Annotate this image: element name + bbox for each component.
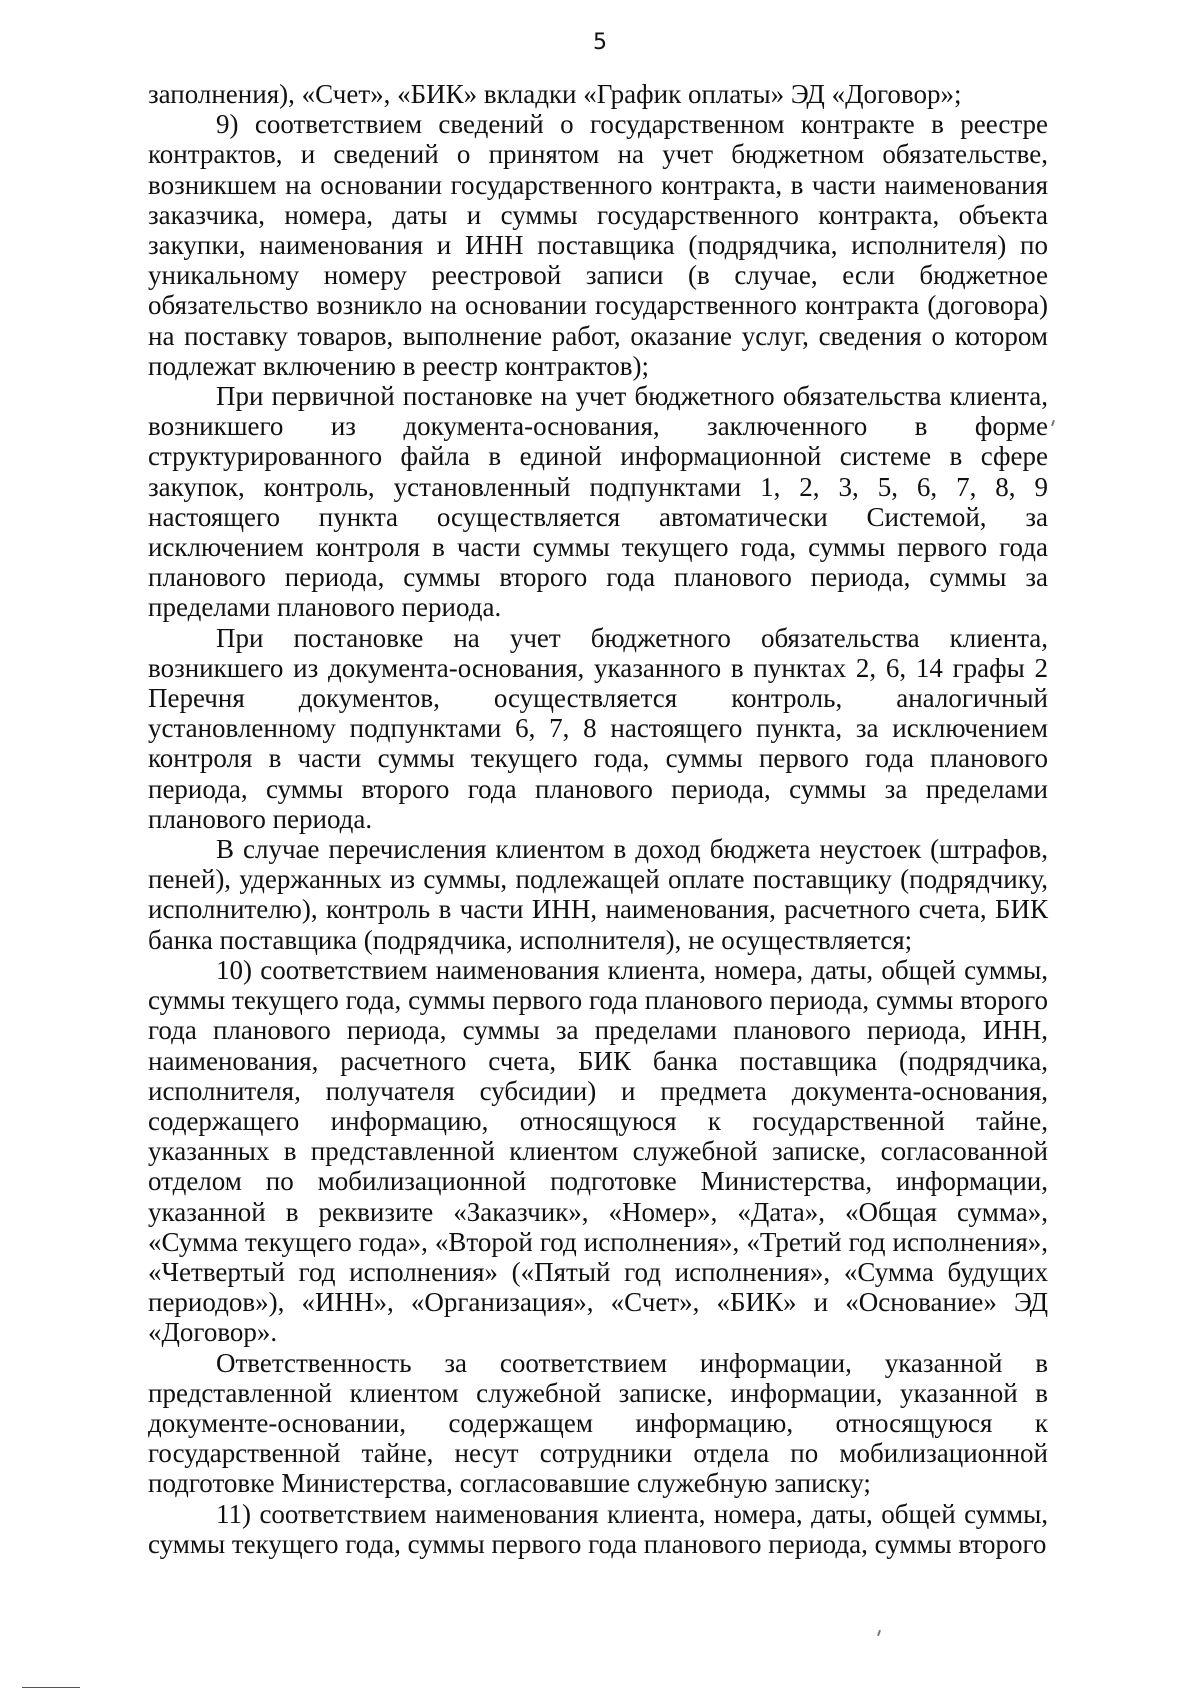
paragraph-item-11: 11) соответствием наименования клиента, номера, даты, общей суммы, суммы текущего года, суммы первого года планового периода, суммы второго bbox=[148, 1498, 1048, 1559]
footer-rule bbox=[22, 1687, 80, 1688]
paragraph-continuation: заполнения), «Счет», «БИК» вкладки «График оплаты» ЭД «Договор»; bbox=[148, 79, 962, 109]
paragraph-responsibility: Ответственность за соответствием информации, указанной в представленной клиентом служебной записке, информации, указанной в документе-основании, содержащем информацию, относящуюся к государственной тайне, несут сотрудники отдела по мобилизационной подготовке Министерства, согласовавшие служебную записку; bbox=[148, 1347, 1048, 1499]
scan-mark bbox=[877, 1630, 881, 1636]
paragraph-primary-registration: При первичной постановке на учет бюджетного обязательства клиента, возникшего из документа-основания, заключенного в форме структурированного файла в единой информационной системе в сфере закупок, контроль, установленный подпунктами 1, 2, 3, 5, 6, 7, 8, 9 настоящего пункта осуществляется автоматически Системой, за исключением контроля в части суммы текущего года, суммы первого года планового периода, суммы второго года планового периода, суммы за пределами планового периода. bbox=[148, 381, 1048, 623]
paragraph-registration-control: При постановке на учет бюджетного обязательства клиента, возникшего из документа-основания, указанного в пунктах 2, 6, 14 графы 2 Перечня документов, осуществляется контроль, аналогичный установленному подпунктами 6, 7, 8 настоящего пункта, за исключением контроля в части суммы текущего года, суммы первого года планового периода, суммы второго года планового периода, суммы за пределами планового периода. bbox=[148, 622, 1048, 834]
paragraph-penalties: В случае перечисления клиентом в доход бюджета неустоек (штрафов, пеней), удержанных из суммы, подлежащей оплате поставщику (подрядчику, исполнителю), контроль в части ИНН, наименования, расчетного счета, БИК банка поставщика (подрядчика, исполнителя), не осуществляется; bbox=[148, 834, 1048, 955]
document-body bbox=[148, 79, 1048, 1559]
page-number: 5 bbox=[593, 30, 607, 55]
paragraph-item-10: 10) соответствием наименования клиента, номера, даты, общей суммы, суммы текущего года, суммы первого года планового периода, суммы второго года планового периода, суммы за пределами планового периода, ИНН, наименования, расчетного счета, БИК банка поставщика (подрядчика, исполнителя, получателя субсидии) и предмета документа-основания, содержащего информацию, относящуюся к государственной тайне, указанных в представленной клиентом служебной записке, согласованной отделом по мобилизационной подготовке Министерства, информации, указанной в реквизите «Заказчик», «Номер», «Дата», «Общая сумма», «Сумма текущего года», «Второй год исполнения», «Третий год исполнения», «Четвертый год исполнения» («Пятый год исполнения», «Сумма будущих периодов»), «ИНН», «Организация», «Счет», «БИК» и «Основание» ЭД «Договор». bbox=[148, 954, 1048, 1348]
paragraph-item-9: 9) соответствием сведений о государственном контракте в реестре контрактов, и сведений о принятом на учет бюджетном обязательстве, возникшем на основании государственного контракта, в части наименования заказчика, номера, даты и суммы государственного контракта, объекта закупки, наименования и ИНН поставщика (подрядчика, исполнителя) по уникальному номеру реестровой записи (в случае, если бюджетное обязательство возникло на основании государственного контракта (договора) на поставку товаров, выполнение работ, оказание услуг, сведения о котором подлежат включению в реестр контрактов); bbox=[148, 109, 1048, 381]
scan-mark bbox=[1051, 420, 1055, 426]
